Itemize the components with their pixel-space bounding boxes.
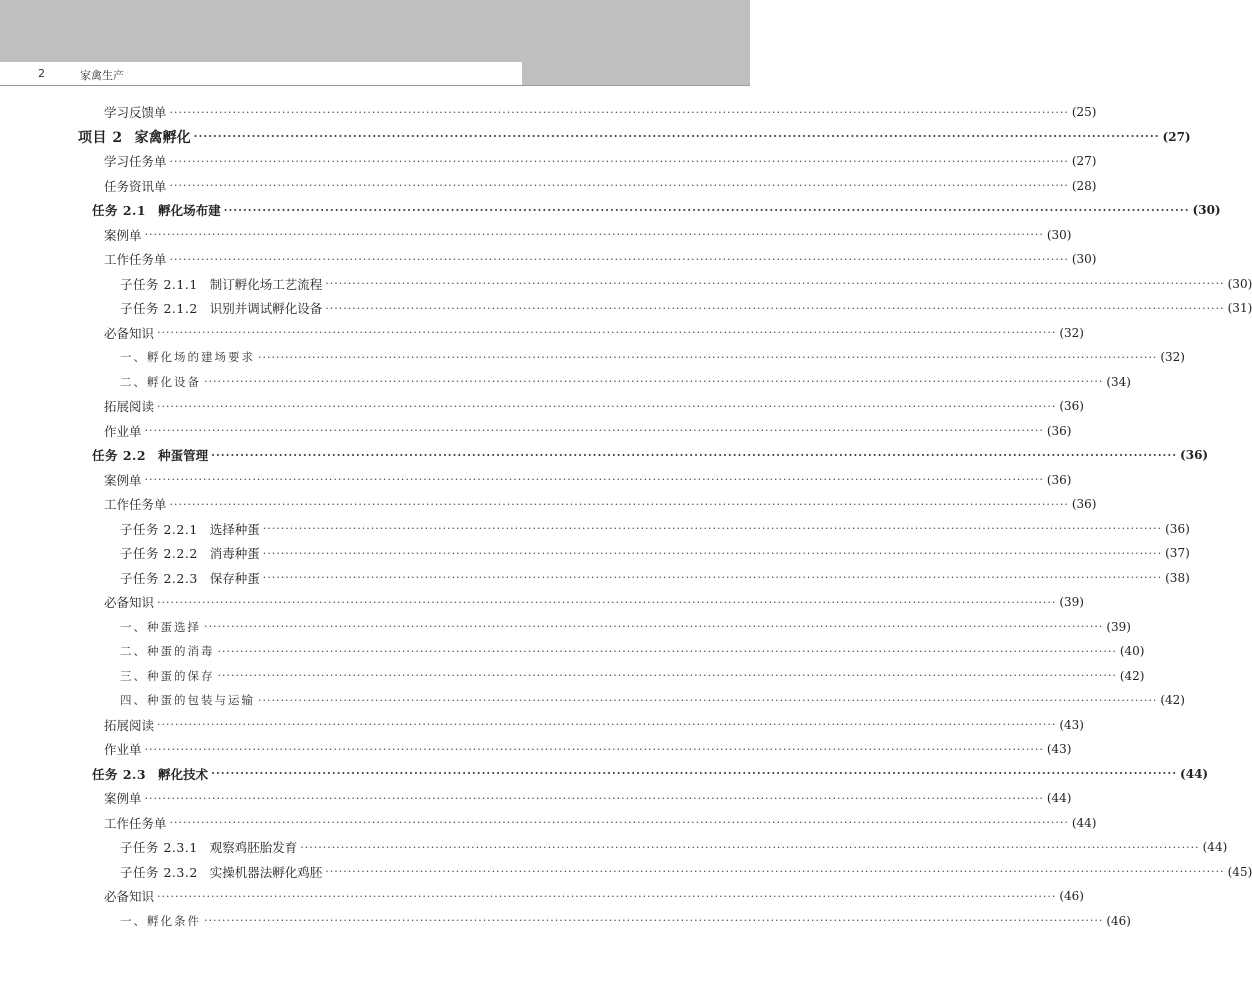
- toc-entry-title: 保存种蛋: [209, 570, 260, 586]
- toc-entry: [120, 543, 1190, 563]
- toc-entry-title: 孵化技术: [158, 766, 209, 782]
- dot-leader: ········································································································································································································: [144, 424, 1044, 437]
- toc-entry: [120, 372, 1131, 392]
- toc-entry-page: (42): [1160, 693, 1185, 707]
- toc-entry-label: [120, 299, 322, 317]
- toc-entry-page: (32): [1160, 350, 1185, 364]
- toc-entry-page: (25): [1071, 105, 1097, 119]
- toc-entry-label: [120, 569, 260, 587]
- toc-entry-page: (30): [1071, 252, 1097, 266]
- toc-entry-title: 拓展阅读: [104, 399, 155, 414]
- toc-entry-label: [104, 593, 154, 611]
- toc-entry-title: 一、种蛋选择: [120, 619, 201, 634]
- toc-entry-page: (39): [1059, 595, 1084, 609]
- toc-entry-code: 子任务 2.3.2: [120, 864, 198, 880]
- dot-leader: ········································································································································································································: [217, 669, 1117, 682]
- toc-entry-label: [104, 103, 167, 121]
- dot-leader: ········································································································································································································: [211, 448, 1178, 462]
- toc-entry-title: 案例单: [104, 227, 142, 243]
- toc-entry-title: 二、孵化设备: [120, 374, 201, 389]
- dot-leader: ········································································································································································································: [204, 375, 1104, 388]
- dot-leader: ········································································································································································································: [157, 326, 1057, 339]
- toc-entry-title: 孵化场布建: [158, 203, 221, 218]
- toc-entry-title: 学习任务单: [104, 154, 167, 169]
- toc-entry: [104, 592, 1084, 612]
- toc-entry: [104, 739, 1072, 759]
- toc-entry-title: 任务资讯单: [104, 178, 167, 194]
- dot-leader: ········································································································································································································: [223, 203, 1190, 217]
- toc-entry-label: [120, 668, 215, 684]
- toc-entry-label: [104, 397, 154, 415]
- toc-entry: [92, 764, 1209, 784]
- toc-entry: [104, 494, 1097, 514]
- toc-entry-page: (36): [1071, 497, 1097, 511]
- toc-entry-title: 案例单: [104, 791, 142, 806]
- dot-leader: ········································································································································································································: [204, 914, 1104, 927]
- toc-entry: [120, 617, 1131, 637]
- toc-entry-title: 制订孵化场工艺流程: [209, 276, 323, 292]
- header-tab: [0, 62, 522, 86]
- toc-entry: [120, 347, 1185, 367]
- toc-entry-title: 案例单: [104, 472, 142, 488]
- toc-entry-page: (46): [1059, 889, 1084, 903]
- toc-entry-page: (36): [1059, 399, 1084, 413]
- toc-entry-page: (37): [1165, 546, 1190, 560]
- toc-entry-title: 必备知识: [104, 325, 155, 341]
- toc-entry-page: (38): [1165, 570, 1190, 585]
- toc-entry-title: 作业单: [104, 742, 142, 757]
- toc-entry-title: 必备知识: [104, 889, 155, 904]
- dot-leader: ········································································································································································································: [325, 301, 1225, 315]
- toc-entry-label: [120, 520, 260, 538]
- toc-entry-page: (27): [1162, 129, 1191, 144]
- toc-entry-page: (27): [1071, 154, 1097, 168]
- toc-entry-label: [120, 913, 201, 929]
- toc-entry-label: [104, 177, 167, 195]
- toc-entry-title: 学习反馈单: [104, 105, 167, 120]
- toc-entry: [104, 886, 1084, 906]
- toc-entry-code: 任务 2.3: [92, 766, 147, 782]
- toc-entry: [120, 519, 1190, 539]
- toc-entry-code: 子任务 2.2.1: [120, 521, 198, 537]
- toc-entry-label: [104, 887, 154, 905]
- toc-entry-title: 选择种蛋: [209, 521, 260, 537]
- dot-leader: ········································································································································································································: [262, 522, 1163, 535]
- toc-entry-label: [120, 643, 215, 659]
- header-band: [0, 0, 750, 62]
- toc-entry-code: 子任务 2.1.1: [120, 276, 198, 292]
- toc-entry: [120, 837, 1228, 857]
- toc-entry-label: [104, 789, 142, 807]
- toc-entry-page: (40): [1119, 644, 1145, 658]
- dot-leader: ········································································································································································································: [211, 767, 1178, 780]
- toc-entry: [120, 641, 1145, 661]
- toc-entry-title: 工作任务单: [104, 252, 167, 267]
- toc-entry: [104, 176, 1097, 196]
- toc-entry-page: (36): [1046, 472, 1072, 487]
- toc-entry-page: (39): [1106, 619, 1131, 634]
- toc-entry-page: (30): [1192, 203, 1221, 217]
- toc-entry-title: 消毒种蛋: [209, 546, 260, 561]
- toc-entry: [78, 127, 1191, 147]
- dot-leader: ········································································································································································································: [258, 350, 1158, 364]
- toc-entry-page: (44): [1071, 815, 1097, 830]
- toc-entry-page: (30): [1046, 227, 1072, 242]
- toc-entry-page: (36): [1165, 521, 1190, 536]
- toc-entry-label: [104, 324, 154, 342]
- toc-entry-title: 工作任务单: [104, 497, 167, 512]
- toc-entry-label: [104, 740, 142, 758]
- toc-entry-title: 四、种蛋的包装与运输: [120, 693, 255, 707]
- toc-entry-page: (34): [1106, 374, 1131, 389]
- toc-entry-page: (43): [1046, 742, 1072, 756]
- dot-leader: ········································································································································································································: [258, 693, 1158, 707]
- toc-entry: [104, 813, 1097, 833]
- toc-entry: [104, 788, 1072, 808]
- toc-entry-title: 识别并调试孵化设备: [209, 301, 323, 316]
- toc-entry-page: (46): [1106, 913, 1131, 928]
- toc-entry-label: [104, 495, 167, 513]
- toc-entry: [104, 715, 1084, 735]
- toc-entry-title: 一、孵化条件: [120, 913, 201, 928]
- toc-entry: [120, 690, 1185, 710]
- toc-entry-label: [120, 275, 322, 293]
- toc-entry-label: [120, 838, 297, 856]
- toc-entry-title: 一、孵化场的建场要求: [120, 350, 255, 364]
- toc-entry-title: 拓展阅读: [104, 717, 155, 733]
- toc-entry-code: 项目 2: [78, 129, 123, 146]
- toc-entry-label: [104, 152, 167, 170]
- header-rule: [0, 85, 750, 86]
- toc-entry: [120, 298, 1252, 318]
- toc-entry: [120, 911, 1131, 931]
- toc-entry: [104, 470, 1072, 490]
- toc-entry: [104, 421, 1072, 441]
- toc-entry-title: 种蛋管理: [158, 448, 209, 463]
- header-band-right: [522, 62, 750, 86]
- toc-entry: [92, 445, 1209, 465]
- toc-entry-code: 子任务 2.2.2: [120, 546, 198, 561]
- toc-entry-label: [104, 250, 167, 268]
- toc-entry-title: 三、种蛋的保存: [120, 668, 215, 683]
- dot-leader: ········································································································································································································: [300, 840, 1200, 854]
- toc-entry: [104, 225, 1072, 245]
- dot-leader: ········································································································································································································: [144, 742, 1044, 756]
- toc-entry-page: (30): [1227, 276, 1252, 291]
- toc-entry-code: 子任务 2.2.3: [120, 570, 198, 586]
- toc-entry: [104, 102, 1097, 122]
- toc-entry-label: [104, 716, 154, 734]
- toc-entry-code: 子任务 2.1.2: [120, 301, 198, 316]
- toc-entry-page: (43): [1059, 717, 1084, 732]
- dot-leader: ········································································································································································································: [169, 497, 1069, 511]
- toc-entry-page: (36): [1046, 423, 1072, 438]
- dot-leader: ········································································································································································································: [193, 130, 1160, 143]
- toc-entry-label: [92, 201, 221, 219]
- toc-entry-label: [120, 374, 201, 390]
- dot-leader: ········································································································································································································: [144, 791, 1044, 805]
- dot-leader: ········································································································································································································: [169, 816, 1069, 829]
- toc-entry: [120, 862, 1252, 882]
- dot-leader: ········································································································································································································: [169, 252, 1069, 266]
- running-title: 家禽生产: [80, 69, 124, 82]
- dot-leader: ········································································································································································································: [217, 644, 1117, 658]
- dot-leader: ········································································································································································································: [157, 399, 1057, 413]
- toc-entry: [92, 200, 1221, 220]
- toc-entry: [104, 396, 1084, 416]
- toc-entry: [120, 274, 1252, 294]
- dot-leader: ········································································································································································································: [262, 571, 1163, 584]
- toc-entry-title: 家禽孵化: [134, 129, 191, 146]
- toc-entry-title: 工作任务单: [104, 815, 167, 831]
- toc-entry-label: [104, 814, 167, 832]
- toc-entry-label: [120, 692, 255, 708]
- toc-entry-label: [120, 619, 201, 635]
- toc-entry-page: (36): [1180, 448, 1209, 462]
- toc-entry: [120, 666, 1145, 686]
- toc-entry-page: (32): [1059, 325, 1084, 340]
- toc-entry-code: 子任务 2.3.1: [120, 840, 198, 855]
- toc-entry-label: [104, 226, 142, 244]
- dot-leader: ········································································································································································································: [204, 620, 1104, 633]
- toc-entry-label: [92, 765, 208, 783]
- dot-leader: ········································································································································································································: [325, 865, 1225, 878]
- toc-entry-label: [120, 349, 255, 365]
- dot-leader: ········································································································································································································: [144, 228, 1044, 241]
- toc-entry-label: [104, 471, 142, 489]
- dot-leader: ········································································································································································································: [157, 595, 1057, 609]
- dot-leader: ········································································································································································································: [169, 179, 1069, 192]
- dot-leader: ········································································································································································································: [169, 154, 1069, 168]
- dot-leader: ········································································································································································································: [157, 718, 1057, 731]
- dot-leader: ········································································································································································································: [144, 473, 1044, 486]
- page-number: 2: [38, 67, 45, 80]
- dot-leader: ········································································································································································································: [262, 546, 1163, 560]
- toc-entry: [104, 151, 1097, 171]
- toc-entry-title: 观察鸡胚胎发育: [209, 840, 298, 855]
- toc-entry-label: [120, 544, 260, 562]
- toc-entry: [104, 323, 1084, 343]
- toc-entry: [104, 249, 1097, 269]
- toc-entry-code: 任务 2.1: [92, 203, 147, 218]
- toc-entry-page: (28): [1071, 178, 1097, 193]
- toc-entry-label: [104, 422, 142, 440]
- toc-entry-title: 二、种蛋的消毒: [120, 644, 215, 658]
- toc-entry-page: (44): [1180, 766, 1209, 781]
- toc-entry: [120, 568, 1190, 588]
- toc-entry-code: 任务 2.2: [92, 448, 147, 463]
- toc-entry-page: (44): [1046, 791, 1072, 805]
- dot-leader: ········································································································································································································: [325, 277, 1225, 290]
- toc-entry-page: (42): [1119, 668, 1145, 683]
- toc-entry-page: (44): [1202, 840, 1228, 854]
- toc-entry-label: [120, 863, 322, 881]
- toc-entry-title: 必备知识: [104, 595, 155, 610]
- toc-entry-label: [78, 127, 191, 147]
- dot-leader: ········································································································································································································: [169, 105, 1069, 119]
- dot-leader: ········································································································································································································: [157, 889, 1057, 903]
- toc-entry-title: 作业单: [104, 423, 142, 439]
- toc-entry-title: 实操机器法孵化鸡胚: [209, 864, 323, 880]
- toc-entry-page: (45): [1227, 864, 1252, 879]
- toc-entry-label: [92, 446, 208, 464]
- toc-entry-page: (31): [1227, 301, 1252, 315]
